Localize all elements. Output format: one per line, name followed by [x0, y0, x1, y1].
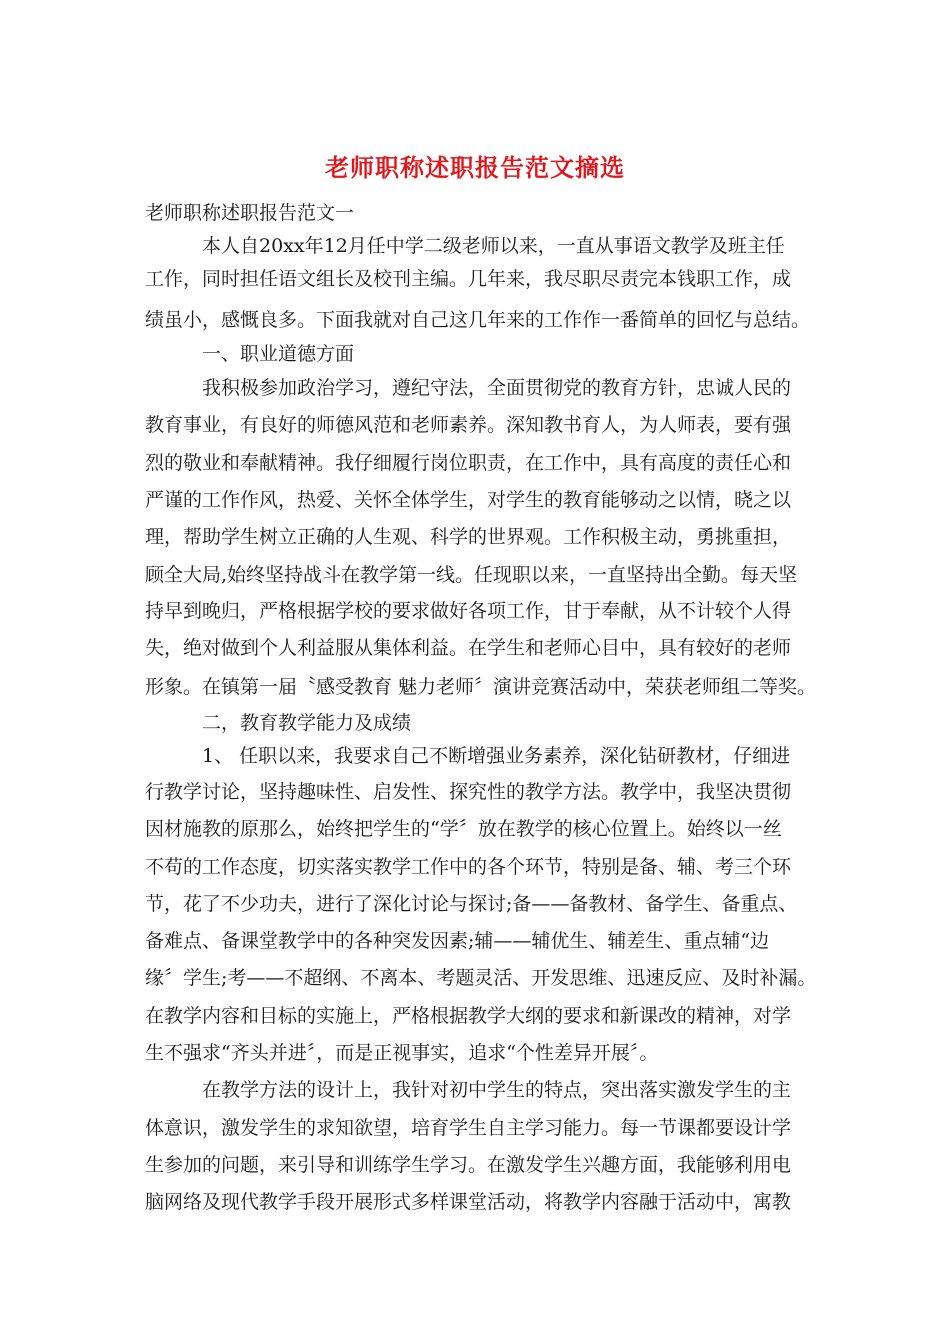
paragraph-line: 备难点、备课堂教学中的各种突发因素;辅——辅优生、辅差生、重点辅“边 — [145, 930, 770, 952]
paragraph-line: 生不强求“齐头并进〞，而是正视事实，追求“个性差异开展〞。 — [145, 1042, 659, 1064]
paragraph-line: 不苟的工作态度，切实落实教学工作中的各个环节，特别是备、辅、考三个环 — [145, 856, 792, 878]
paragraph-line: 教育事业，有良好的师德风范和老师素养。深知教书育人，为人师表，要有强 — [145, 414, 792, 436]
paragraph-line: 绩虽小，感慨良多。下面我就对自己这几年来的工作作一番简单的回忆与总结。 — [145, 309, 811, 331]
paragraph-line: 顾全大局,始终坚持战斗在教学第一线。任现职以来，一直坚持出全勤。每天坚 — [145, 564, 798, 586]
paragraph-line: 烈的敬业和奉献精神。我仔细履行岗位职责，在工作中，具有高度的责任心和 — [145, 452, 792, 474]
paragraph-line: 失，绝对做到个人利益服从集体利益。在学生和老师心目中，具有较好的老师 — [145, 637, 792, 659]
paragraph-line: 严谨的工作作风，热爱、关怀全体学生，对学生的教育能够动之以情，晓之以 — [145, 489, 792, 511]
subheading: 一、职业道德方面 — [202, 343, 355, 365]
paragraph-line: 脑网络及现代教学手段开展形式多样课堂活动，将教学内容融于活动中，寓教 — [145, 1191, 792, 1213]
paragraph-line: 理，帮助学生树立正确的人生观、科学的世界观。工作积极主动，勇挑重担， — [145, 526, 792, 548]
paragraph-line: 在教学方法的设计上，我针对初中学生的特点，突出落实激发学生的主 — [202, 1079, 792, 1101]
paragraph-line: 本人自20xx年12月任中学二级老师以来，一直从事语文教学及班主任 — [202, 235, 785, 257]
paragraph-line: 在教学内容和目标的实施上，严格根据教学大纲的要求和新课改的精神，对学 — [145, 1005, 792, 1027]
paragraph-line: 工作，同时担任语文组长及校刊主编。几年来，我尽职尽责完本钱职工作，成 — [145, 268, 792, 290]
paragraph-line: 因材施教的原那么，始终把学生的“学〞放在教学的核心位置上。始终以一丝 — [145, 818, 782, 840]
paragraph-line: 体意识，激发学生的求知欲望，培育学生自主学习能力。每一节课都要设计学 — [145, 1117, 792, 1139]
paragraph-line: 形象。在镇第一届〝感受教育 魅力老师〞演讲竞赛活动中，荣获老师组二等奖。 — [145, 676, 817, 698]
paragraph-line: 行教学讨论，坚持趣味性、启发性、探究性的教学方法。教学中，我坚决贯彻 — [145, 781, 792, 803]
paragraph-line: 1、 任职以来，我要求自己不断增强业务素养，深化钻研教材，仔细进 — [202, 745, 791, 767]
paragraph-line: 持早到晚归，严格根据学校的要求做好各项工作，甘于奉献，从不计较个人得 — [145, 600, 792, 622]
paragraph-line: 生参加的问题，来引导和训练学生学习。在激发学生兴趣方面，我能够利用电 — [145, 1154, 792, 1176]
subheading: 二，教育教学能力及成绩 — [202, 712, 412, 734]
paragraph-line: 节，花了不少功夫，进行了深化讨论与探讨;备——备教材、备学生、备重点、 — [145, 893, 798, 915]
paragraph-line: 我积极参加政治学习，遵纪守法，全面贯彻党的教育方针，忠诚人民的 — [202, 377, 792, 399]
paragraph-line: 缘〞学生;考——不超纲、不离本、考题灵活、开发思维、迅速反应、及时补漏。 — [145, 967, 817, 989]
section-heading: 老师职称述职报告范文一 — [145, 202, 355, 224]
document-title: 老师职称述职报告范文摘选 — [325, 153, 625, 182]
